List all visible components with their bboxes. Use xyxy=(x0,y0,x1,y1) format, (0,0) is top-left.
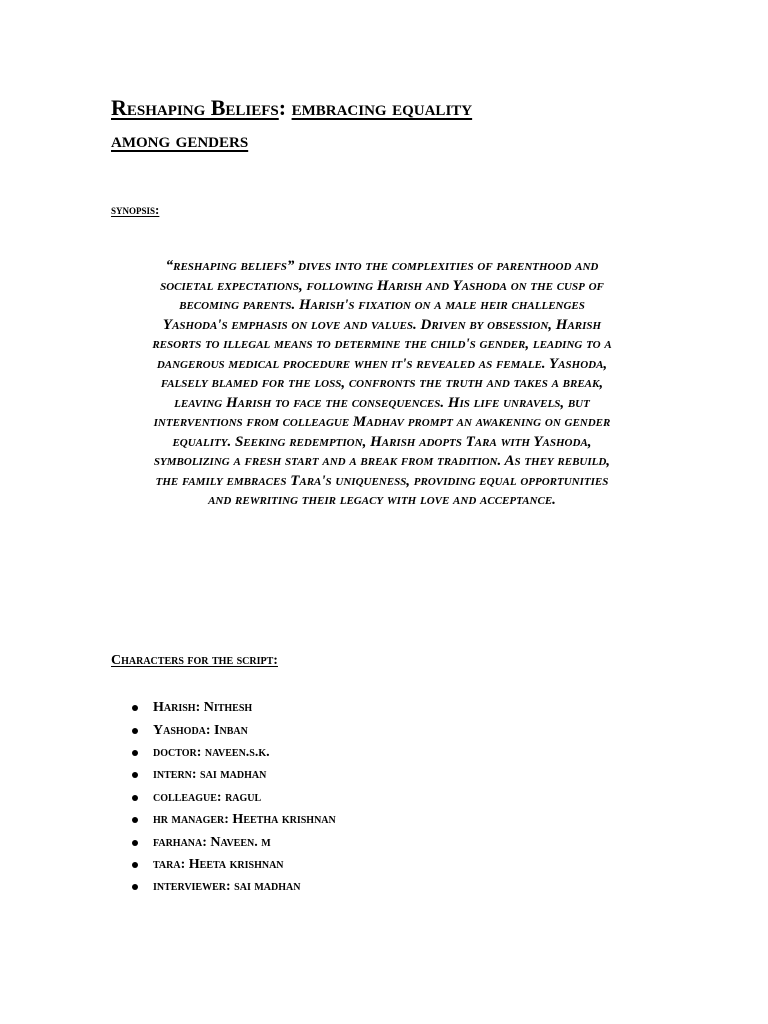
list-item xyxy=(132,697,336,719)
bullet-icon xyxy=(132,817,138,823)
bullet-icon xyxy=(132,862,138,868)
character-entry: Yashoda: Inban xyxy=(153,722,248,738)
list-item xyxy=(132,831,336,853)
character-list xyxy=(132,697,336,899)
character-entry: colleague: ragul xyxy=(153,789,262,805)
list-item xyxy=(132,719,336,741)
bullet-icon xyxy=(132,795,138,801)
character-entry: intern: sai madhan xyxy=(153,767,267,783)
list-item xyxy=(132,876,336,898)
character-entry: farhana: Naveen. m xyxy=(153,834,271,850)
bullet-icon xyxy=(132,705,138,711)
list-item xyxy=(132,854,336,876)
list-item xyxy=(132,787,336,809)
bullet-icon xyxy=(132,884,138,890)
bullet-icon xyxy=(132,750,138,756)
bullet-icon xyxy=(132,840,138,846)
document-title xyxy=(111,92,631,156)
list-item xyxy=(132,742,336,764)
title-part2: embracing equality xyxy=(291,95,473,120)
title-part1: Reshaping Beliefs xyxy=(111,95,279,120)
title-part3: among genders xyxy=(111,127,249,152)
bullet-icon xyxy=(132,772,138,778)
character-entry: hr manager: Heetha krishnan xyxy=(153,812,336,828)
character-entry: doctor: naveen.s.k. xyxy=(153,744,270,760)
synopsis-body: “reshaping beliefs” dives into the complexities of parenthood and societal expectations, following Harish and Yashoda on the cusp of becoming parents. Harish's fixation on a male heir challenges Yashoda's emphasis on love and values. Driven by obsession, Harish resorts to illegal means to determine the child's gender, leading to a dangerous medical procedure when it's revealed as female. Yashoda, falsely blamed for the loss, confronts the truth and takes a break, leaving Harish to face the consequences. His life unravels, but interventions from colleague Madhav prompt an awakening on gender equality. Seeking redemption, Harish adopts Tara with Yashoda, symbolizing a fresh start and a break from tradition. As they rebuild, the family embraces Tara's uniqueness, providing equal opportunities and rewriting their legacy with love and acceptance. xyxy=(152,258,612,508)
list-item xyxy=(132,809,336,831)
character-entry: Harish: Nithesh xyxy=(153,700,253,716)
bullet-icon xyxy=(132,728,138,734)
synopsis-heading: synopsis: xyxy=(111,202,160,217)
characters-heading: Characters for the script: xyxy=(111,653,278,668)
character-entry: interviewer: sai madhan xyxy=(153,879,301,895)
title-separator: : xyxy=(278,95,287,120)
list-item xyxy=(132,764,336,786)
character-entry: tara: Heeta krishnan xyxy=(153,856,284,872)
